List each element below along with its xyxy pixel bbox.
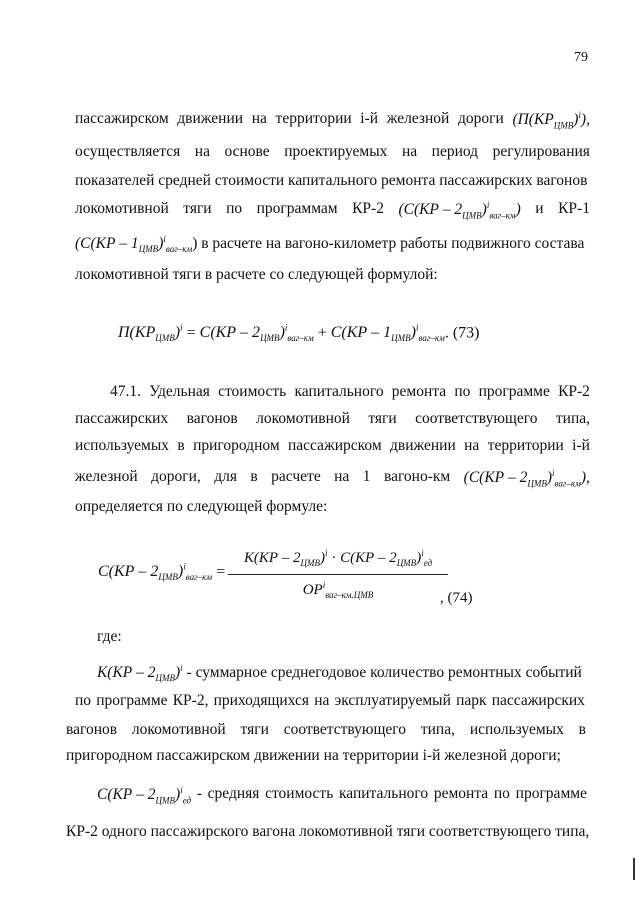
inline-formula: $(С(КР - 2_{ЦМВ})^i_{ваг-км})$, <box>463 468 590 489</box>
p2-line-4 <box>75 468 590 488</box>
word: вагонов <box>186 410 238 427</box>
word: движении <box>177 110 244 127</box>
text: ) в расчете на вагоно-километр работы подвижного состава <box>192 235 585 253</box>
word: i-й <box>360 110 379 127</box>
where-label: где: <box>97 628 122 645</box>
word: расчете <box>271 468 321 485</box>
word: соответствующего <box>283 721 407 738</box>
word: Удельная <box>149 383 210 400</box>
word: типа, <box>420 721 455 738</box>
word: по <box>75 692 92 709</box>
word: приходящихся <box>213 692 310 709</box>
word: на <box>194 143 210 160</box>
word: типа, <box>555 410 590 427</box>
word: движении <box>390 437 456 454</box>
word: тяги <box>240 721 269 738</box>
word: эксплуатируемый <box>334 692 451 709</box>
scan-mark <box>633 858 635 880</box>
word: КР-2 <box>352 200 384 217</box>
p1-line-2 <box>75 143 590 161</box>
word: основе <box>224 143 270 160</box>
word: 47.1. <box>110 383 141 400</box>
word: тяги <box>368 410 397 427</box>
word: капитального <box>294 383 384 400</box>
word: соответствующего <box>415 410 538 427</box>
word: по <box>493 785 510 802</box>
word: КР-2 <box>558 383 590 400</box>
word: по <box>226 200 243 217</box>
equation-74-number: , (74) <box>440 590 473 606</box>
word: вагоно-км <box>383 468 451 485</box>
def2-line-2: КР-2 одного пассажирского вагона локомотивной тяги соответствующего типа, <box>66 823 590 840</box>
equation-73: $П(КР_{ЦМВ})^i = С(КР - 2_{ЦМВ})^i_{ваг-км} + С(КР - 1_{ЦМВ})^i_{ваг-км}$. (73) <box>118 323 480 344</box>
word: на <box>251 110 267 127</box>
equation-74-denominator: $ОР^i_{ваг-км.ЦМВ}$ <box>302 580 374 600</box>
word: стоимость <box>218 383 287 400</box>
page-number: 79 <box>574 50 588 65</box>
word: 1 <box>362 468 371 485</box>
def1-line-3 <box>66 721 586 739</box>
word: стоимость <box>265 785 334 802</box>
word: программе <box>96 692 168 709</box>
word: осуществляется <box>75 143 181 160</box>
word: КР-2, <box>172 692 209 709</box>
p2-line-5: определяется по следующей формуле: <box>75 498 328 515</box>
word: программам <box>256 200 338 217</box>
word: дороги <box>458 110 504 127</box>
word: в <box>250 468 258 485</box>
word: территории <box>487 437 564 454</box>
inline-formula: ($С(КР - 1_{ЦМВ})^i_{ваг-км}$ <box>75 234 193 255</box>
word: капитального <box>339 785 429 802</box>
inline-formula: $К(КР - 2_{ЦМВ})^i$ <box>97 663 183 684</box>
word: железной <box>386 110 450 127</box>
word: в <box>578 721 586 738</box>
word: по <box>454 383 471 400</box>
word: локомотивной <box>256 410 350 427</box>
word: локомотивной <box>75 200 169 217</box>
word: программе <box>515 785 587 802</box>
word: территории <box>275 110 352 127</box>
fraction-bar <box>228 574 448 575</box>
p1-line-6: локомотивной тяги в расчете со следующей формулой: <box>75 266 438 283</box>
word: железной <box>75 468 138 485</box>
word: дороги, <box>151 468 201 485</box>
word: пассажирских <box>491 692 585 709</box>
word: для <box>214 468 237 485</box>
word: пассажирских <box>75 410 169 427</box>
word: пассажирском <box>287 437 382 454</box>
def1-line-4: пригородном пассажирском движении на территории i-й железной дороги; <box>66 747 561 764</box>
word: на <box>401 143 418 160</box>
word: используемых <box>75 437 170 454</box>
word: ремонта <box>433 785 489 802</box>
word: вагонов <box>66 721 118 738</box>
p1-line-5 <box>75 234 584 254</box>
word: на <box>314 692 330 709</box>
word: пригородном <box>193 437 280 454</box>
word: регулирования <box>492 143 590 160</box>
word: программе <box>478 383 550 400</box>
text: - суммарное среднегодовое количество ремонтных событий <box>186 664 582 682</box>
equation-74-numerator: $К(КР - 2_{ЦМВ})^i \cdot С(КР - 2_{ЦМВ})^i_{ед}$ <box>243 548 433 568</box>
word: на <box>464 437 480 454</box>
word: на <box>334 468 350 485</box>
def1-line-1 <box>97 663 582 683</box>
word: проектируемых <box>284 143 388 160</box>
word: i-й <box>572 437 590 454</box>
word: используемых <box>469 721 564 738</box>
p2-line-3 <box>75 437 590 455</box>
word: ремонта <box>391 383 447 400</box>
word: в <box>177 437 185 454</box>
p1-line-1 <box>75 110 590 130</box>
def1-line-2 <box>75 692 585 710</box>
word: - <box>196 785 202 802</box>
inline-formula: $(П(КР_{ЦМВ})^i)$, <box>512 110 590 131</box>
p1-line-3: показателей средней стоимости капитального ремонта пассажирских вагонов <box>75 172 588 189</box>
word: период <box>431 143 479 160</box>
p1-line-4 <box>75 200 590 220</box>
p2-line-1 <box>110 383 590 401</box>
word: пассажирском <box>75 110 169 127</box>
word: локомотивной <box>131 721 226 738</box>
word: КР-1 <box>558 200 590 217</box>
word: и <box>535 200 544 217</box>
equation-74-lhs: $С(КР - 2_{ЦМВ})^i_{ваг-км}$ = <box>98 562 226 583</box>
word: средняя <box>207 785 260 802</box>
inline-formula: $С(КР - 2_{ЦМВ})^i_{ед}$ <box>97 785 192 806</box>
def2-line-1 <box>97 785 587 805</box>
word: парк <box>456 692 487 709</box>
word: тяги <box>183 200 212 217</box>
p2-line-2 <box>75 410 590 428</box>
inline-formula: $(С(КР - 2_{ЦМВ})^i_{ваг-км})$ <box>398 200 521 221</box>
